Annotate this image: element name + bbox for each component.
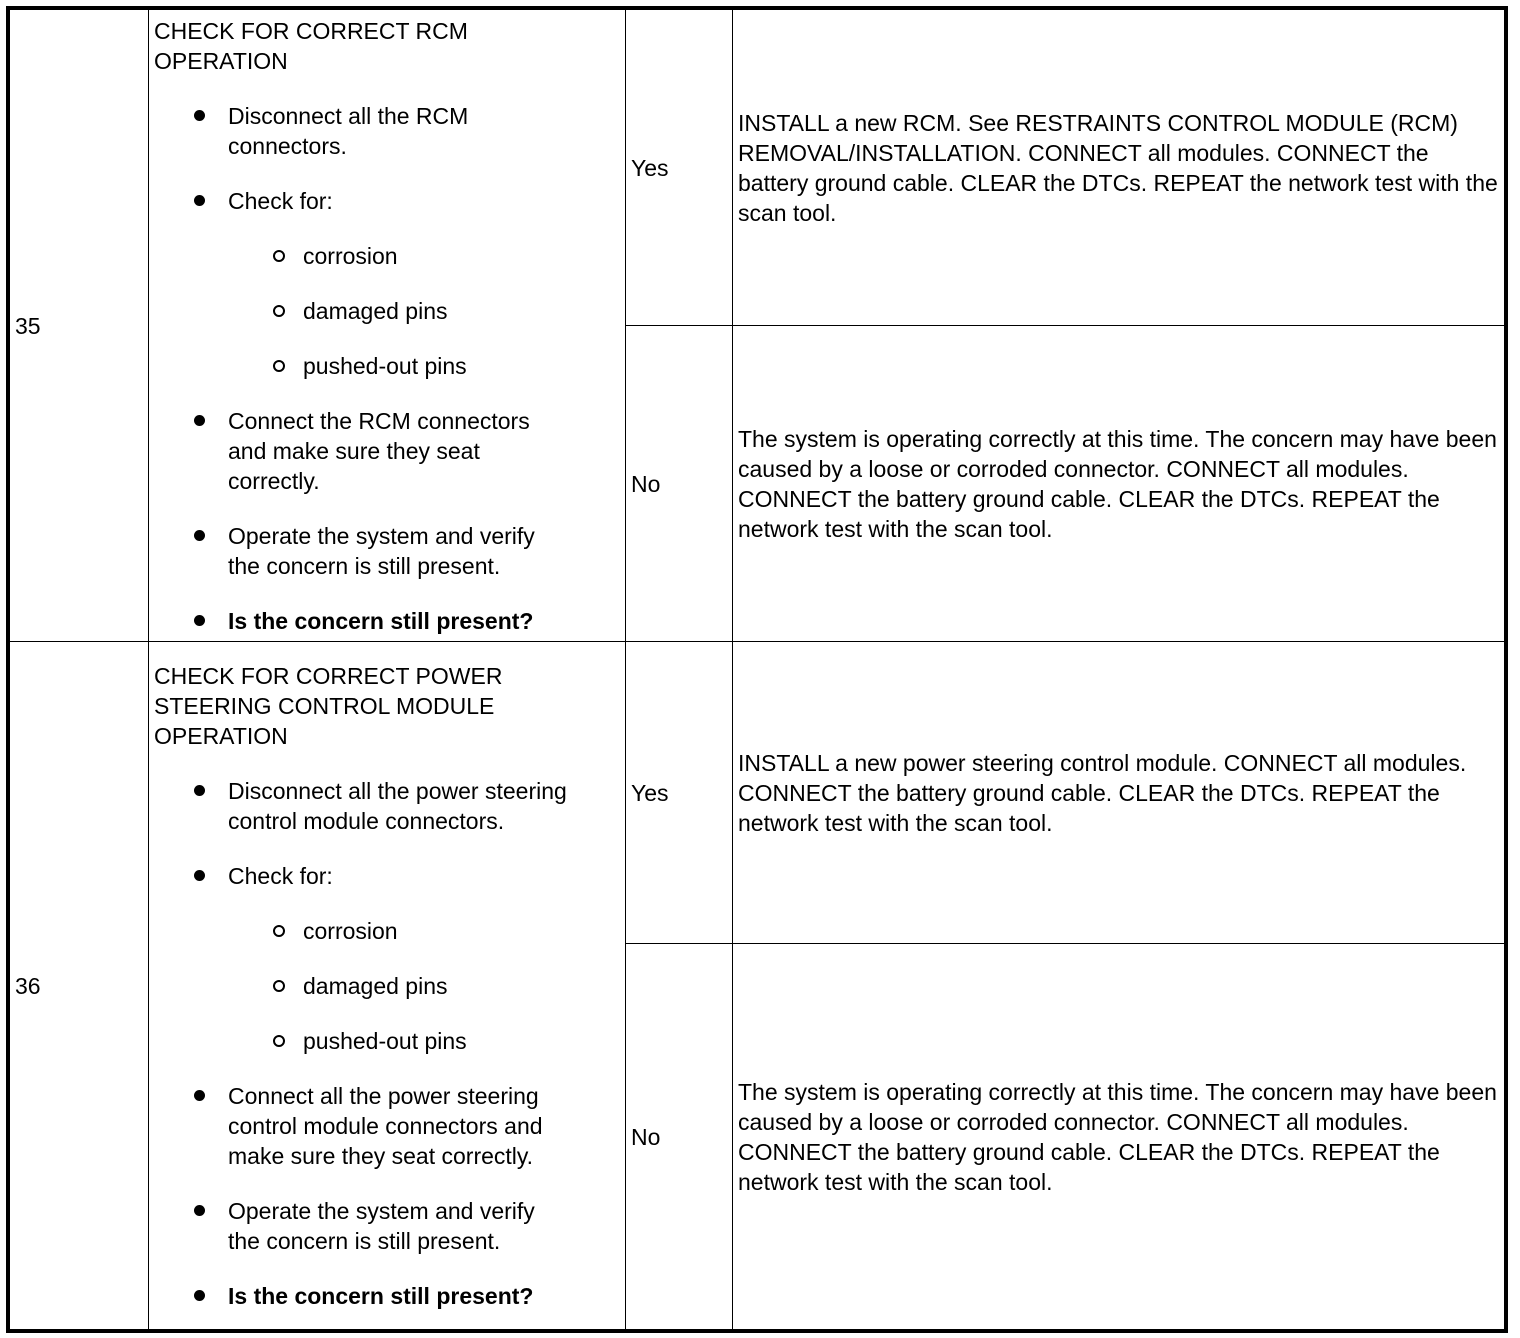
instruction-item: Connect the RCM connectors and make sure they seat correctly. — [224, 406, 568, 496]
check-item: damaged pins — [303, 296, 603, 326]
pinpoint-test-table — [9, 9, 1505, 1330]
check-item: pushed-out pins — [303, 1026, 603, 1056]
check-list — [228, 916, 568, 1056]
no-result: The system is operating correctly at this time. The concern may have been caused by a loose or corroded connector. CONNECT all modules. CONNECT the battery ground cable. CLEAR the DTCs. REPEAT the network test with the scan tool. — [733, 944, 1505, 1330]
yes-label: Yes — [626, 642, 733, 944]
step-instructions — [154, 776, 620, 1311]
yes-result: INSTALL a new RCM. See RESTRAINTS CONTROL MODULE (RCM) REMOVAL/INSTALLATION. CONNECT all modules. CONNECT the battery ground cable. CLEAR the DTCs. REPEAT the network test with the scan tool. — [733, 10, 1505, 326]
step-question: Is the concern still present? — [224, 606, 568, 636]
yes-result: INSTALL a new power steering control module. CONNECT all modules. CONNECT the battery ground cable. CLEAR the DTCs. REPEAT the network test with the scan tool. — [733, 642, 1505, 944]
step-36-yes-row — [10, 642, 1505, 944]
step-action-cell — [149, 642, 626, 1330]
check-item: corrosion — [303, 241, 603, 271]
check-item: damaged pins — [303, 971, 603, 1001]
instruction-item — [224, 186, 568, 381]
check-item: pushed-out pins — [303, 351, 603, 381]
step-title: CHECK FOR CORRECT POWER STEERING CONTROL MODULE OPERATION — [154, 662, 503, 749]
instruction-item: Operate the system and verify the concern is still present. — [224, 521, 568, 581]
step-action-cell — [149, 10, 626, 642]
diagnostic-steps-table — [6, 6, 1508, 1333]
instruction-item: Operate the system and verify the concern is still present. — [224, 1196, 568, 1256]
no-result: The system is operating correctly at this time. The concern may have been caused by a loose or corroded connector. CONNECT all modules. CONNECT the battery ground cable. CLEAR the DTCs. REPEAT the network test with the scan tool. — [733, 326, 1505, 642]
instruction-item: Disconnect all the RCM connectors. — [224, 101, 568, 161]
check-list — [228, 241, 568, 381]
check-item: corrosion — [303, 916, 603, 946]
instruction-text: Check for: — [228, 862, 333, 889]
step-question: Is the concern still present? — [224, 1281, 568, 1311]
no-label: No — [626, 944, 733, 1330]
instruction-item: Disconnect all the power steering control module connectors. — [224, 776, 568, 836]
step-number: 36 — [10, 642, 149, 1330]
no-label: No — [626, 326, 733, 642]
step-title: CHECK FOR CORRECT RCM OPERATION — [154, 17, 468, 74]
step-35-yes-row — [10, 10, 1505, 326]
instruction-text: Check for: — [228, 187, 333, 214]
instruction-item — [224, 861, 568, 1056]
step-instructions — [154, 101, 620, 636]
step-number: 35 — [10, 10, 149, 642]
instruction-item: Connect all the power steering control module connectors and make sure they seat correctly. — [224, 1081, 568, 1171]
yes-label: Yes — [626, 10, 733, 326]
